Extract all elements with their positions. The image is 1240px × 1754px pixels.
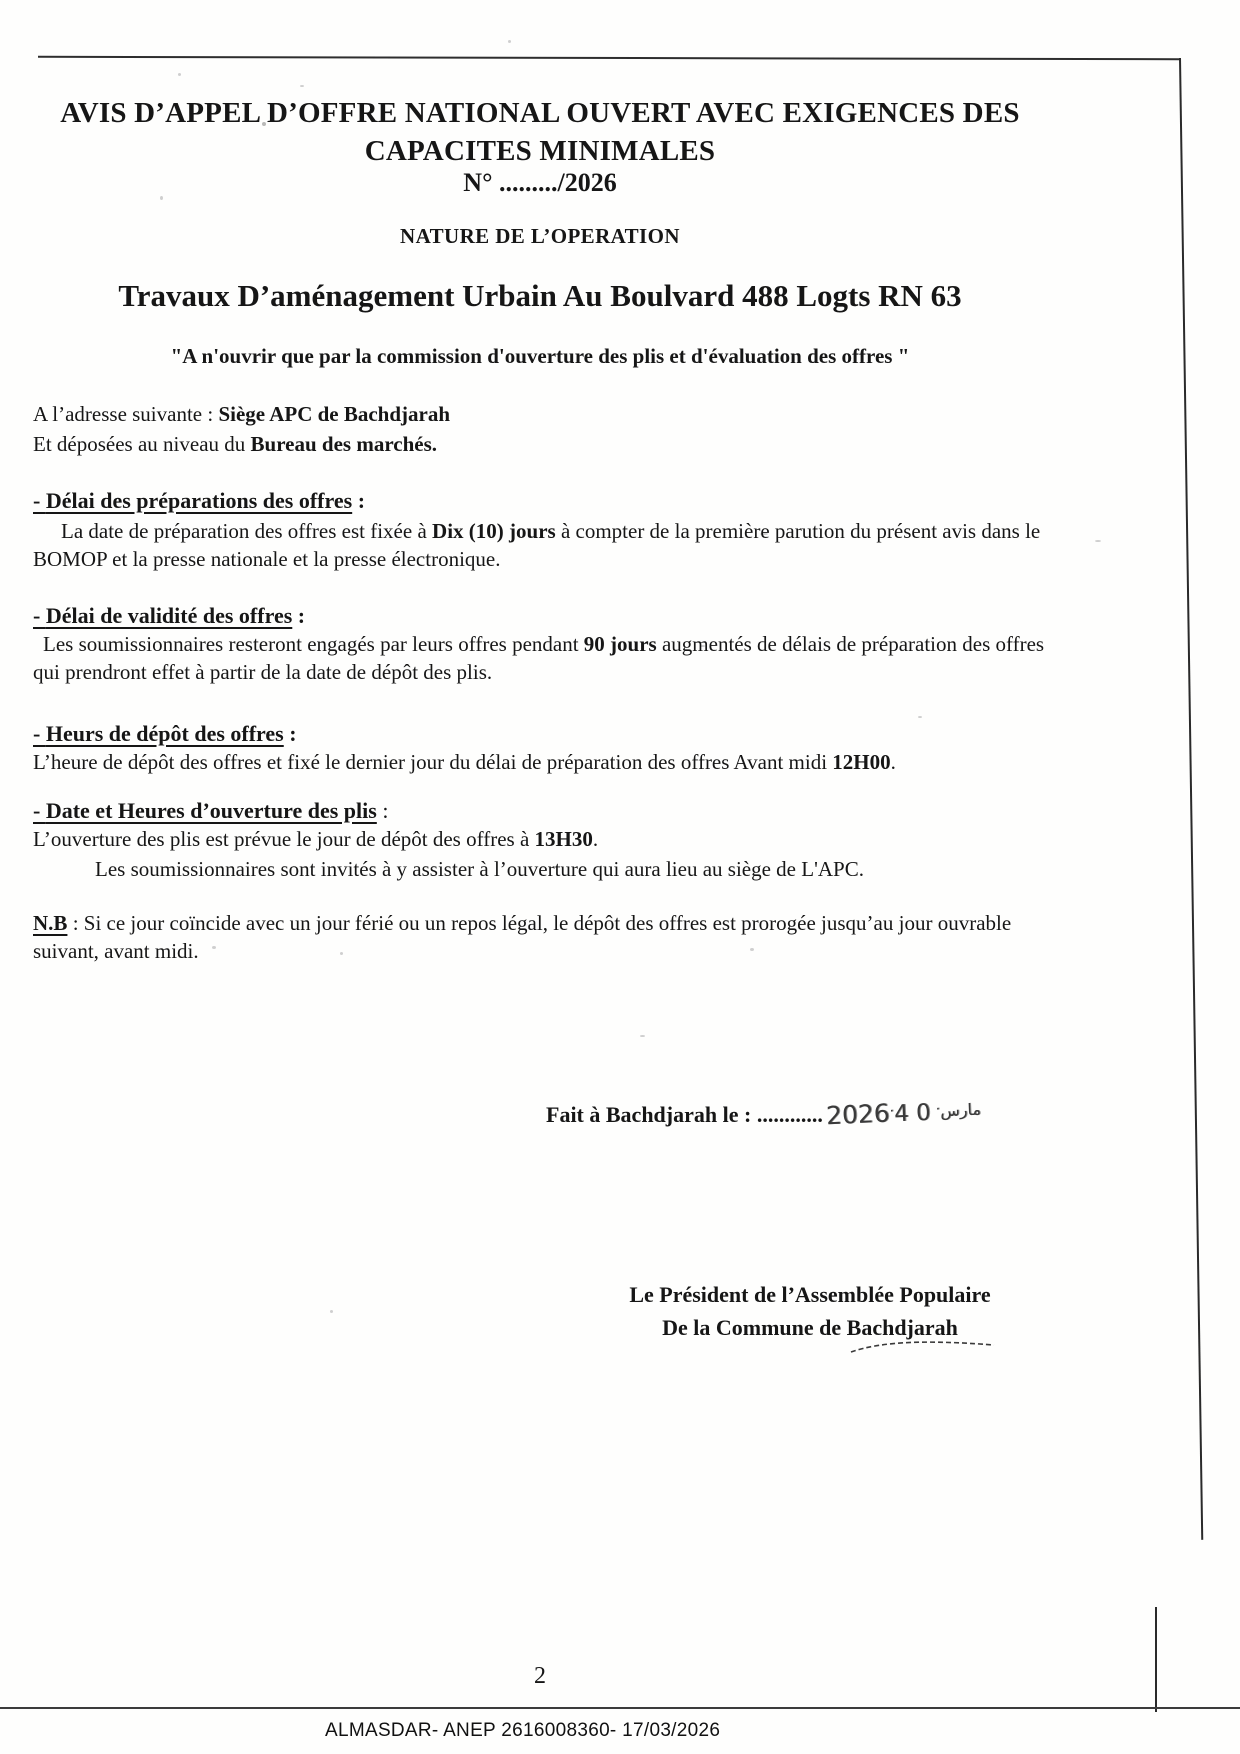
- heading-dash: -: [33, 603, 46, 628]
- paragraph-validity: [33, 631, 1047, 686]
- section-heading-deposit-hours: [33, 721, 1047, 747]
- paragraph-preparation-delay: [33, 518, 1047, 573]
- signature-line1: Le Président de l’Assemblée Populaire: [629, 1282, 991, 1307]
- paragraph-text: L’ouverture des plis est prévue le jour de dépôt des offres à: [33, 827, 535, 851]
- paragraph-text: Les soumissionnaires resteront engagés par leurs offres pendant: [43, 632, 584, 656]
- paragraph-deposit-hours: [33, 749, 1047, 777]
- paragraph-text-rest: à compter de la première parution du présent avis dans le BOMOP et la presse nationale et la presse électronique.: [33, 519, 1041, 571]
- stamp-separator: ·: [935, 1101, 941, 1118]
- heading-colon: :: [352, 488, 366, 513]
- stamp-day: 0 4: [893, 1099, 932, 1128]
- stamp-year: 2026: [825, 1098, 891, 1131]
- paragraph-bold-value: 13H30: [534, 827, 593, 851]
- heading-text: Heurs de dépôt des offres: [45, 721, 284, 746]
- stamp-separator: ·: [889, 1103, 895, 1120]
- signature-flourish: [848, 1338, 998, 1356]
- footer-divider-line: [0, 1707, 1240, 1709]
- paragraph-text: L’heure de dépôt des offres et fixé le dernier jour du délai de préparation des offres Avant midi: [33, 750, 833, 774]
- paragraph-bold-value: Dix (10) jours: [432, 519, 556, 543]
- dateline-label: Fait à Bachdjarah le :: [546, 1102, 757, 1127]
- scan-border-right-line-lower: [1155, 1607, 1157, 1712]
- section-heading-opening: [33, 798, 1047, 824]
- heading-dash: -: [33, 721, 46, 746]
- doc-title-line2: CAPACITES MINIMALES: [364, 135, 716, 167]
- dateline: [546, 1102, 823, 1128]
- heading-text: Délai de validité des offres: [45, 603, 293, 628]
- stamp-month-arabic: مارس: [939, 1099, 982, 1121]
- heading-colon: :: [292, 603, 306, 628]
- section-heading-validity: [33, 603, 1047, 629]
- deposit-office-line: [33, 431, 1047, 459]
- confidential-note: "A n'ouvrir que par la commission d'ouverture des plis et d'évaluation des offres ": [170, 344, 910, 368]
- paragraph-bold-value: 90 jours: [583, 632, 657, 656]
- heading-colon: :: [283, 721, 297, 746]
- scan-border-top-line: [38, 56, 1180, 60]
- operation-title: Travaux D’aménagement Urbain Au Boulvard 488 Logts RN 63: [118, 278, 962, 313]
- heading-dash: -: [33, 798, 46, 823]
- heading-dash: -: [33, 488, 46, 513]
- section-heading-preparation: [33, 488, 1047, 514]
- notice-reference: N° ........./2026: [463, 168, 617, 197]
- nb-sep: :: [67, 911, 84, 935]
- heading-text: Délai des préparations des offres: [45, 488, 353, 513]
- page-number: 2: [534, 1663, 546, 1689]
- doc-title-line1: AVIS D’APPEL D’OFFRE NATIONAL OUVERT AVEC EXIGENCES DES: [60, 97, 1020, 129]
- paragraph-opening: [33, 826, 1047, 854]
- address-value: Siège APC de Bachdjarah: [218, 402, 451, 426]
- paragraph-bold-value: 12H00: [832, 750, 891, 774]
- paragraph-opening-invite: Les soumissionnaires sont invités à y assister à l’ouverture qui aura lieu au siège de L'APC.: [95, 857, 864, 881]
- signature-block: [560, 1278, 1060, 1344]
- paragraph-text-rest: augmentés de délais de préparation des offres qui prendront effet à partir de la date de dépôt des plis.: [33, 632, 1045, 684]
- heading-colon: :: [376, 798, 389, 823]
- paragraph-text: La date de préparation des offres est fixée à: [61, 519, 433, 543]
- doc-title: [33, 94, 1047, 170]
- dateline-dots: ............: [756, 1102, 823, 1127]
- address-label: A l’adresse suivante :: [33, 402, 219, 426]
- nature-heading: NATURE DE L’OPERATION: [400, 224, 680, 248]
- heading-text: Date et Heures d’ouverture des plis: [45, 798, 377, 823]
- deposit-office-label: Et déposées au niveau du: [33, 432, 251, 456]
- nb-text: Si ce jour coïncide avec un jour férié ou un repos légal, le dépôt des offres est prorogée jusqu’au jour ouvrable suivant, avant midi.: [33, 911, 1012, 963]
- deposit-office-value: Bureau des marchés.: [250, 432, 438, 456]
- nb-label: N.B: [33, 911, 68, 935]
- scan-border-right-line: [1179, 58, 1203, 1540]
- signature-line2: De la Commune de Bachdjarah: [662, 1315, 958, 1340]
- paragraph-text-rest: .: [890, 750, 896, 774]
- paragraph-text-rest: .: [592, 827, 599, 851]
- date-stamp: [825, 1095, 981, 1131]
- nb-note: [33, 910, 1047, 965]
- address-line: [33, 401, 1047, 429]
- anep-footer-line: ALMASDAR- ANEP 2616008360- 17/03/2026: [325, 1720, 721, 1741]
